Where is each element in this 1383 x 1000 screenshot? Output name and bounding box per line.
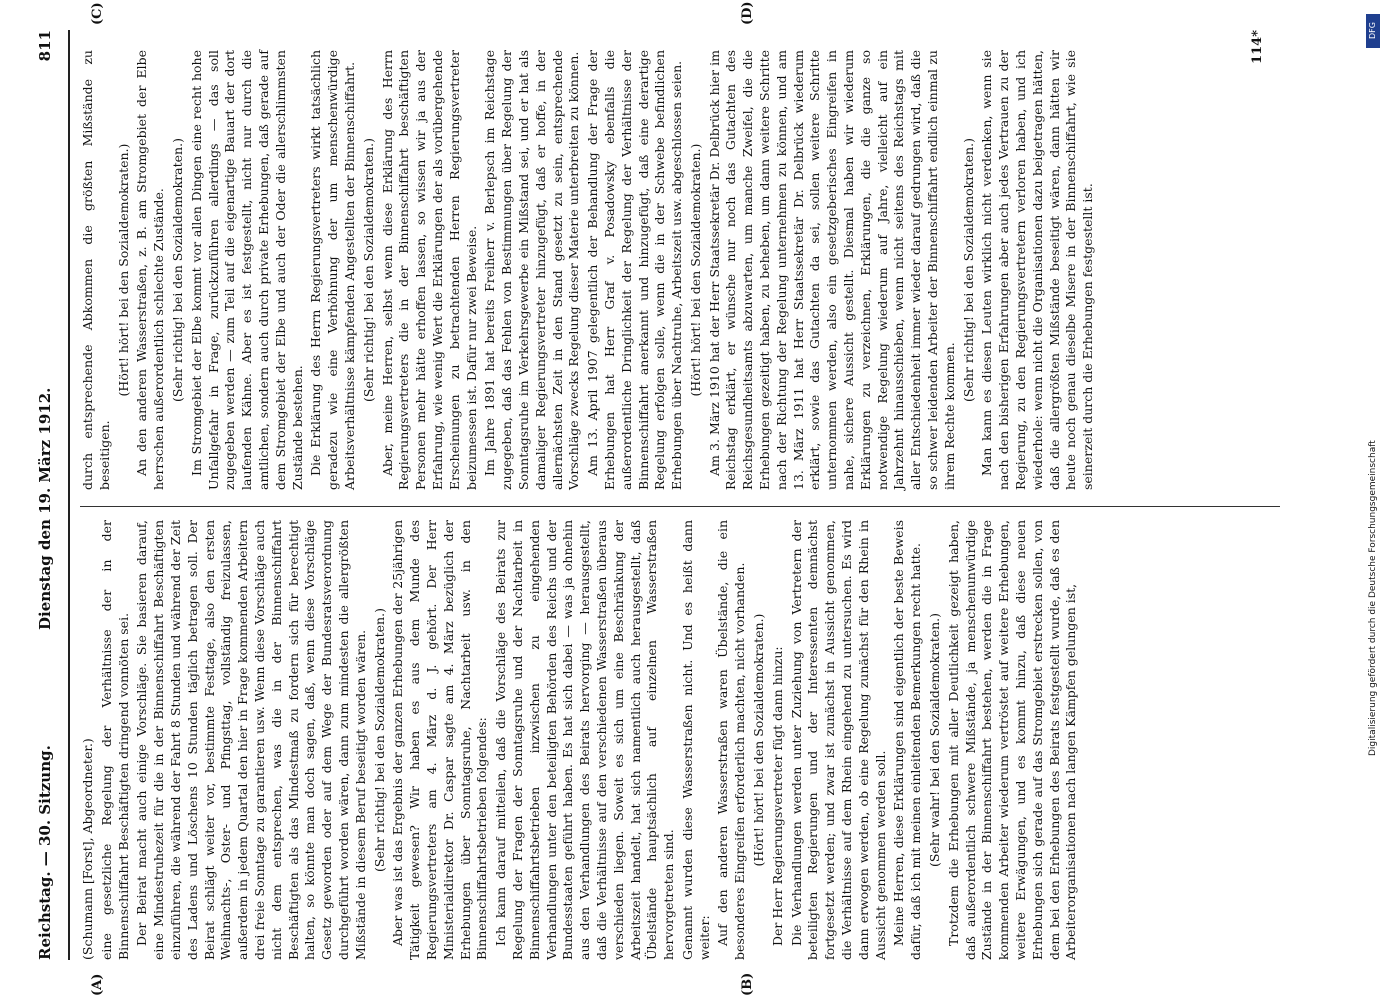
quotation: Ich kann darauf mitteilen, daß die Vorschläge des Beirats zur Regelung der Fragen der Sonntagsruhe und der Nachtarbeit in Binnenschiffahrtsbetrieben inzwischen zu eingehenden Verhandlungen unter den beteiligten Behörden des Reichs und der Bundesstaaten geführt haben. Es hat sich dabei — was ja ohnehin aus den Verhandlungen des Beirats hervorging — herausgestellt, daß die Verhältnisse auf den verschiedenen Wasserstraßen überaus verschieden liegen. Soweit es sich um eine Beschränkung der Arbeitszeit handelt, hat sich namentlich auch herausgestellt, daß Übelstände hauptsächlich auf einzelnen Wasserstraßen hervorgetreten sind. [493,520,677,960]
margin-marker-d: (D) [740,1,755,25]
paragraph: Der Herr Regierungsvertreter fügt dann hinzu: [769,646,785,946]
digitization-credit [1362,8,1382,998]
interjection: (Sehr richtig! bei den Sozialdemokraten.) [960,138,976,402]
interjection: (Hört! hört! bei den Sozialdemokraten.) [751,613,767,867]
dfg-logo: DFG [1366,14,1380,48]
signature-mark: 114* [1250,30,1265,64]
paragraph: Im Stromgebiet der Elbe kommt vor allen Dingen eine recht hohe Unfallgefahr in Frage, zurückzuführen allerdings — das soll zugegeben werden — zum Teil auf die eigenartige Bauart der dort laufenden Kähne. Aber es ist festgestellt, nicht nur durch die amtlichen, sondern auch durch private Erhebungen, daß gerade auf dem Stromgebiet der Elbe und auch der Oder die allerschlimmsten Zustände bestehen. [188,50,305,490]
right-text-column [80,50,1099,490]
rotated-document-page [20,0,1320,1000]
paragraph: Am 3. März 1910 hat der Herr Staatssekretär Dr. Delbrück hier im Reichstag erklärt, er wünsche nur noch das Gutachten des Reichsgesundheitsamts abzuwarten, um manche Zweifel, die die Erhebungen gezeitigt haben, zu beheben, um dann weitere Schritte nach der Richtung der Regelung unternehmen zu können, und am 13. März 1911 hat Herr Staatssekretär Dr. Delbrück wiederum erklärt, sowie das Gutachten da sei, sollen weitere Schritte unternommen werden, also ein gesetzgeberisches Eingreifen in nahe, sichere Aussicht gestellt. Diesmal haben wir wiederum Erklärungen zu verzeichnen, Erklärungen, die die ganze so notwendige Regelung wiederum auf Jahre, vielleicht auf ein Jahrzehnt hinausschieben, wenn nicht seitens des Reichstags mit aller Entschiedenheit immer wieder darauf gedrungen wird, daß die so schwer leidenden Arbeiter der Binnenschiffahrt endlich einmal zu ihrem Rechte kommen. [706,50,957,490]
paragraph: Trotzdem die Erhebungen mit aller Deutlichkeit gezeigt haben, daß außerordentlich schwere Mißstände, ja menschenunwürdige Zustände in der Binnenschiffahrt bestehen, werden die in Frage kommenden Arbeiter wiederum vertröstet auf weitere Erhebungen, weitere Erwägungen, und es kommt hinzu, daß diese neuen Erhebungen sich gerade auf das Stromgebiet erstrecken sollen, von dem bei den Erhebungen des Beirats festgestellt wurde, daß es den Arbeiterorganisationen nach langen Kämpfen gelungen ist, [945,520,1079,960]
margin-marker-c: (C) [90,2,105,25]
interjection: (Hört! hört! bei den Sozialdemokraten.) [115,143,131,397]
paragraph: eine gesetzliche Regelung der Verhältnisse der in der Binnenschiffahrt Beschäftigten dringend vonnöten sei. [98,520,131,960]
quotation: Die Verhandlungen werden unter Zuziehung von Vertretern der beteiligten Regierungen und der Interessenten demnächst fortgesetzt werden; und zwar ist zunächst in Aussicht genommen, die Verhältnisse auf dem Rhein eingehend zu untersuchen. Es wird dann erwogen werden, ob eine Regelung zunächst für den Rhein in Aussicht genommen werden soll. [788,520,888,960]
interjection: (Sehr richtig! bei den Sozialdemokraten.) [169,138,185,402]
paragraph: Der Beirat macht auch einige Vorschläge. Sie basieren darauf, eine Mindestruhezeit für die in der Binnenschiffahrt Beschäftigten einzuführen, die während der Fahrt 8 Stunden und während der Zeit des Ladens und Löschens 10 Stunden täglich betragen soll. Der Beirat schlägt weiter vor, bestimmte Festtage, also den ersten Weihnachts-, Oster- und Pfingsttag, vollständig freizulassen, außerdem in jedem Quartal den hier in Frage kommenden Arbeitern drei freie Sonntage zu garantieren usw. Wenn diese Vorschläge auch nicht dem entsprechen, was die in der Binnenschiffahrt Beschäftigten als das Mindestmaß zu fordern sich für berechtigt halten, so könnte man doch sagen, daß, wenn diese Vorschläge Gesetz geworden oder auf dem Wege der Bundesratsverordnung durchgeführt worden wären, dann zum mindesten die allergrößten Mißstände in diesem Beruf beseitigt worden wären. [134,520,368,960]
paragraph: Genannt wurden diese Wasserstraßen nicht. Und es heißt dann weiter: [679,520,712,960]
margin-marker-a: (A) [90,973,105,996]
page-header [28,30,70,960]
interjection: (Sehr richtig! bei den Sozialdemokraten.) [371,608,387,872]
paragraph: durch entsprechende Abkommen die größten Mißstände zu beseitigen. [80,50,112,490]
quotation: Auf den anderen Wasserstraßen waren Übelstände, die ein besonderes Eingreifen erforderlich machten, nicht vorhanden. [715,520,748,960]
paragraph: (Schumann [Forst], Abgeordneter.) [80,738,95,960]
header-date: Dienstag den 19. März 1912. [36,387,54,630]
interjection: (Sehr wahr! bei den Sozialdemokraten.) [927,612,943,868]
left-text-column [80,520,1082,960]
paragraph: Man kann es diesen Leuten wirklich nicht verdenken, wenn sie nach den bisherigen Erfahrungen aber auch jedes Vertrauen zu der Regierung, zu den Regierungsvertretern verloren haben, und ich wiederhole: wenn nicht die Organisationen dazu beigetragen hätten, daß die allergrößten Mißstände beseitigt wären, dann hätten wir heute noch genau dieselbe Misere in der Binnenschiffahrt, wie sie seinerzeit durch die Erhebungen festgestellt ist. [979,50,1096,490]
column-divider [80,506,1280,507]
margin-marker-b: (B) [740,972,755,996]
paragraph: Die Erklärung des Herrn Regierungsvertreters wirkt tatsächlich geradezu wie eine Verhöhnung der um menschenwürdige Arbeitsverhältnisse kämpfenden Angestellten der Binnenschiffahrt. [308,50,357,490]
paragraph: Aber, meine Herren, selbst wenn diese Erklärung des Herrn Regierungsvertreters die in der Binnenschiffahrt beschäftigten Personen mehr hätte erhoffen lassen, so wissen wir ja aus der Erfahrung, wie wenig Wert die Erklärungen der als vorübergehende Erscheinungen zu betrachtenden Herren Regierungsvertreter beizumessen ist. Dafür nur zwei Beweise. [379,50,479,490]
paragraph: Meine Herren, diese Erklärungen sind eigentlich der beste Beweis dafür, daß ich mit meinen einleitenden Bemerkungen recht hatte. [891,520,924,960]
paragraph: An den anderen Wasserstraßen, z. B. am Stromgebiet der Elbe herrschen außerordentlich schlechte Zustände. [134,50,167,490]
interjection: (Hört! hört! bei den Sozialdemokraten.) [687,143,703,397]
interjection: (Sehr richtig! bei den Sozialdemokraten.) [360,138,376,402]
page-number: 811 [36,30,54,62]
paragraph: Im Jahre 1891 hat bereits Freiherr v. Berlepsch im Reichstage zugegeben, daß das Fehlen von Bestimmungen über Regelung der Sonntagsruhe im Verkehrsgewerbe ein Mißstand sei, und er hat als damaliger Regierungsvertreter hinzugefügt, daß er hoffe, in der allernächsten Zeit in den Stand gesetzt zu sein, entsprechende Vorschläge zwecks Regelung dieser Materie unterbreiten zu können. [482,50,582,490]
paragraph: Aber was ist das Ergebnis der ganzen Erhebungen der 25jährigen Tätigkeit gewesen? Wir haben es aus dem Munde des Regierungsvertreters am 4. März d. J. gehört. Der Herr Ministerialdirektor Dr. Caspar sagte am 4. März bezüglich der Erhebungen über Sonntagsruhe, Nachtarbeit usw. in den Binnenschiffahrtsbetrieben folgendes: [390,520,490,960]
header-session: Reichstag. — 30. Sitzung. [36,745,54,960]
credit-text: Digitalisierung gefördert durch die Deutsche Forschungsgemeinschaft [1368,440,1378,756]
paragraph: Am 13. April 1907 gelegentlich der Behandlung der Frage der Erhebungen hat Herr Graf v. Posadowsky ebenfalls die außerordentliche Dringlichkeit der Regelung der Verhältnisse der Binnenschiffahrt anerkannt und hinzugefügt, daß eine derartige Regelung erfolgen solle, wenn die in der Schwebe befindlichen Erhebungen über Nachtruhe, Arbeitszeit usw. abgeschlossen seien. [585,50,685,490]
